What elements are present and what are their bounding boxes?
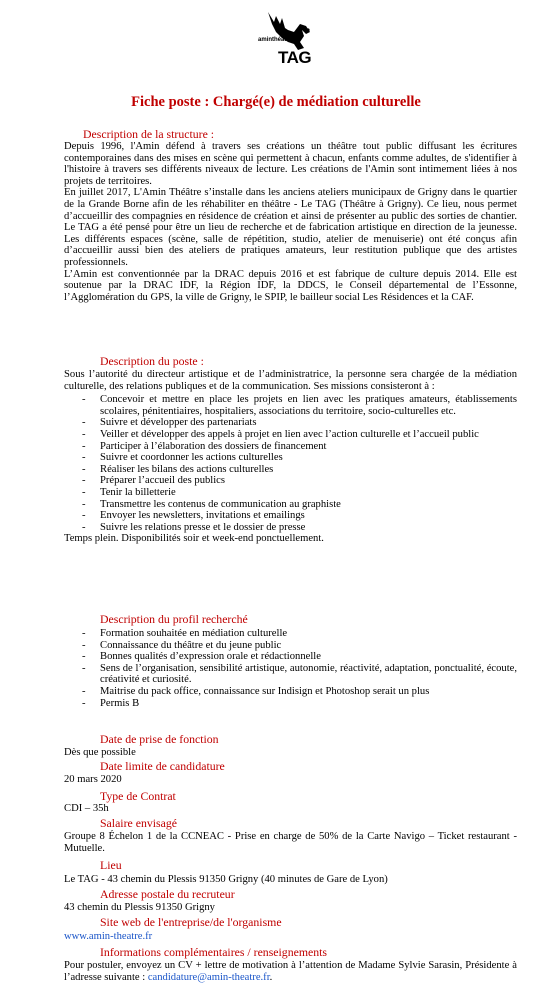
poste-footer: Temps plein. Disponibilités soir et week-end ponctuellement. <box>64 533 324 545</box>
infos-section <box>64 960 517 983</box>
logo-brand-text: aminthéâtre <box>258 37 293 43</box>
limite-value: 20 mars 2020 <box>64 774 122 785</box>
infos-heading: Informations complémentaires / renseignements <box>100 945 328 959</box>
site-heading: Site web de l'entreprise/de l'organisme <box>100 915 282 929</box>
profil-list <box>64 628 517 709</box>
list-item: - Suivre les relations presse et le dossier de presse <box>82 521 306 533</box>
list-item: - Maitrise du pack office, connaissance sur Indisign et Photoshop serait un plus <box>82 685 430 697</box>
prise-heading: Date de prise de fonction <box>100 732 219 746</box>
website-link[interactable]: www.amin-theatre.fr <box>64 931 153 942</box>
list-item: - Permis B <box>82 697 140 709</box>
poste-heading: Description du poste : <box>100 354 204 368</box>
email-link[interactable]: candidature@amin-theatre.fr <box>147 971 270 983</box>
structure-paragraph-2: En juillet 2017, L'Amin Théâtre s’installe dans les anciens ateliers municipaux de Grigny dans le quartier de la Grande Borne afin de les réhabiliter en théâtre - Le TAG (Théâtre à Grigny). Ce lieu, nous permet d’accueillir des compagnies en résidence de création et ainsi de présenter au public des sorties de chantier. Le TAG a été pensé pour être un lieu de recherche et de fabrication artistique en direction de la jeunesse. Les différents espaces (scène, salle de répétition, studio, atelier de menuiserie) ont été conçus afin d’accueillir aussi bien des ateliers de pratiques amateurs, leur restitution publique que des artistes professionnels. <box>64 187 517 268</box>
page-title: Fiche poste : Chargé(e) de médiation culturelle <box>131 94 421 110</box>
contrat-value: CDI – 35h <box>64 803 109 814</box>
structure-paragraph-3: L’Amin est conventionnée par la DRAC depuis 2016 et est fabrique de culture depuis 2014. Elle est soutenue par la DRAC IDF, la Région IDF, la DDCS, le Conseil départemental de l’Essonne, l’Agglomération du GPS, la ville de Grigny, le SPIP, le bailleur social Les Résidences et la CAF. <box>64 268 517 303</box>
limite-heading: Date limite de candidature <box>100 759 225 773</box>
prise-value: Dès que possible <box>64 747 136 758</box>
poste-section <box>64 369 517 545</box>
profil-section <box>64 628 517 709</box>
list-item: - Veiller et développer des appels à projet en lien avec l’action culturelle et l’accueil public <box>82 428 479 440</box>
structure-paragraph-1: Depuis 1996, l'Amin défend à travers ses créations un théâtre tout public diffusant les écritures contemporaines dans des mises en scène qui permettent à chacun, enfants comme adultes, de s'identifier à l'histoire à travers ses différents niveaux de lecture. Les créations de l'Amin sont intimement liées à nos projets de territoires. <box>64 141 517 187</box>
salaire-value: Groupe 8 Échelon 1 de la CCNEAC - Prise en charge de 50% de la Carte Navigo – Ticket restaurant - Mutuelle. <box>64 831 517 854</box>
lieu-value: Le TAG - 43 chemin du Plessis 91350 Grigny (40 minutes de Gare de Lyon) <box>64 874 388 885</box>
list-item: - Participer à l’élaboration des dossiers de financement <box>82 440 327 452</box>
poste-missions-list <box>64 394 517 533</box>
list-item: - Bonnes qualités d’expression orale et rédactionnelle <box>82 651 321 663</box>
adresse-value: 43 chemin du Plessis 91350 Grigny <box>64 902 215 913</box>
list-item: - Sens de l’organisation, sensibilité artistique, autonomie, réactivité, adaptation, ponctualité, écoute, créativité et curiosité. <box>82 662 517 686</box>
structure-section <box>64 141 517 303</box>
profil-heading: Description du profil recherché <box>100 612 248 626</box>
lieu-heading: Lieu <box>100 858 122 872</box>
poste-intro: Sous l’autorité du directeur artistique et de l’administratrice, la personne sera chargée de la médiation culturelle, des relations publiques et de la communication. Ses missions consisteront à : <box>64 369 517 392</box>
list-item: - Réaliser les bilans des actions culturelles <box>82 463 274 475</box>
bird-icon <box>258 8 324 52</box>
list-item: - Connaissance du théâtre et du jeune public <box>82 639 282 651</box>
list-item: - Suivre et coordonner les actions culturelles <box>82 452 283 464</box>
list-item: - Tenir la billetterie <box>82 486 176 498</box>
infos-end: . <box>269 971 273 983</box>
list-item: - Préparer l’accueil des publics <box>82 475 226 487</box>
list-item: - Concevoir et mettre en place les projets en lien avec les pratiques amateurs, établissements scolaires, pénitentiaires, hospitaliers, associations du territoire, socio-culturelles etc. <box>82 394 517 417</box>
adresse-heading: Adresse postale du recruteur <box>100 887 235 901</box>
list-item: - Suivre et développer des partenariats <box>82 417 257 429</box>
list-item: - Transmettre les contenus de communication au graphiste <box>82 498 341 510</box>
salaire-heading: Salaire envisagé <box>100 816 177 830</box>
list-item: - Formation souhaitée en médiation culturelle <box>82 628 288 639</box>
contrat-heading: Type de Contrat <box>100 789 176 803</box>
logo-tag-text: TAG <box>278 48 312 67</box>
list-item: - Envoyer les newsletters, invitations et emailings <box>82 510 305 522</box>
infos-text: Pour postuler, envoyez un CV + lettre de motivation à l’attention de Madame Sylvie Sarasin, Présidente à l’adresse suivante : <box>64 960 517 983</box>
amin-theatre-logo <box>258 8 324 70</box>
structure-heading: Description de la structure : <box>83 127 215 141</box>
